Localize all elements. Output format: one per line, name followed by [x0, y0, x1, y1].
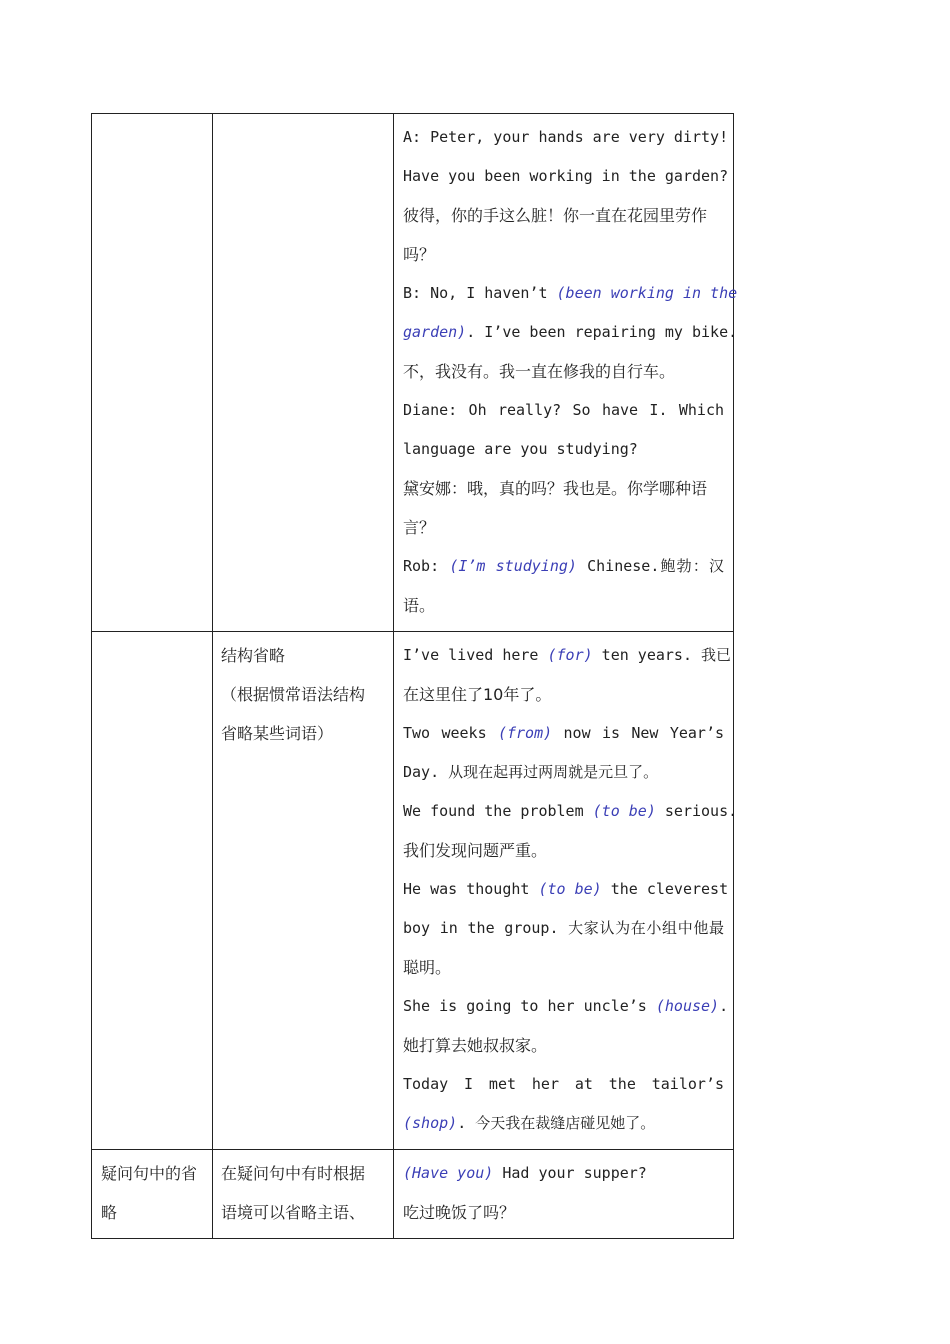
translation-line — [403, 469, 724, 508]
translation-line — [403, 1193, 724, 1232]
example-line — [403, 792, 738, 831]
omitted-words: (to be) — [538, 880, 602, 898]
table-row — [92, 114, 734, 632]
omitted-words: (I’m studying) — [449, 557, 577, 575]
translation-line — [403, 1026, 724, 1065]
structure-text: （根据惯常语法结构 — [221, 685, 366, 704]
example-text: She is going to her uncle’s — [403, 997, 656, 1015]
example-line — [403, 753, 724, 792]
example-line — [403, 714, 724, 753]
translation-line — [403, 586, 724, 625]
translation-line — [403, 948, 724, 987]
example-text: B: No, I haven’t — [403, 284, 557, 302]
example-text: 吗？ — [403, 245, 436, 264]
example-text: language are you studying? — [403, 440, 638, 458]
example-text: now is New Year’s — [552, 724, 725, 742]
example-line — [403, 636, 732, 675]
example-text: Day. 从现在起再过两周就是元旦了。 — [403, 763, 659, 781]
omitted-words: (shop) — [403, 1114, 458, 1132]
translation-line — [403, 196, 724, 235]
table-body — [92, 114, 738, 1239]
omitted-words: (from) — [497, 724, 553, 742]
examples-cell — [394, 1150, 734, 1239]
example-text: 在这里住了10年了。 — [403, 685, 552, 704]
structure-text: 省略某些词语） — [221, 724, 334, 743]
omitted-words: (Have you) — [403, 1164, 494, 1182]
example-text: We found the problem — [403, 802, 593, 820]
structure-cell — [213, 632, 394, 1150]
omitted-words: (for) — [547, 646, 593, 664]
structure-text: 结构省略 — [221, 646, 286, 665]
omitted-words: (to be) — [592, 802, 656, 820]
omitted-words: (been working in the — [556, 284, 738, 302]
example-text: A: Peter, your hands are very dirty! — [403, 128, 729, 146]
category-cell — [92, 114, 213, 632]
examples-cell — [394, 114, 738, 632]
example-text: Have you been working in the garden? — [403, 167, 729, 185]
example-text: 语。 — [403, 596, 436, 615]
translation-line — [403, 352, 724, 391]
example-line — [403, 1154, 724, 1193]
example-text: 言？ — [403, 518, 436, 537]
category-cell — [92, 632, 213, 1150]
category-text: 疑问句中的省 — [101, 1164, 198, 1183]
category-text: 略 — [101, 1203, 118, 1222]
translation-line — [403, 235, 724, 274]
example-text: boy in the group. 大家认为在小组中他最 — [403, 919, 724, 937]
example-text: Rob: — [403, 557, 450, 575]
example-text: ten years. 我已 — [592, 646, 732, 664]
example-line — [403, 1065, 724, 1104]
structure-text: 语境可以省略主语、 — [221, 1203, 366, 1222]
example-text: Had your supper? — [493, 1164, 647, 1182]
example-text: 吃过晚饭了吗？ — [403, 1203, 516, 1222]
translation-line — [403, 508, 724, 547]
translation-line — [403, 675, 724, 714]
example-text: I’ve lived here — [403, 646, 548, 664]
example-line — [403, 313, 738, 352]
example-text: He was thought — [403, 880, 539, 898]
example-line — [403, 1104, 724, 1143]
translation-line — [403, 831, 724, 870]
table-row — [92, 1150, 734, 1239]
example-line — [403, 274, 738, 313]
table-row — [92, 632, 734, 1150]
example-text: serious. — [655, 802, 738, 820]
example-text: 不，我没有。我一直在修我的自行车。 — [403, 362, 676, 381]
example-text: 她打算去她叔叔家。 — [403, 1036, 548, 1055]
example-text: Diane: Oh really? So have I. Which — [403, 401, 724, 419]
example-text: Two weeks — [403, 724, 498, 742]
example-text: the cleverest — [601, 880, 729, 898]
example-text: . — [719, 997, 729, 1015]
category-cell — [92, 1150, 213, 1239]
example-text: 黛安娜：哦，真的吗？我也是。你学哪种语 — [403, 479, 708, 498]
structure-cell — [213, 114, 394, 632]
example-line — [403, 547, 724, 586]
omitted-words: garden) — [403, 323, 467, 341]
example-text: 我们发现问题严重。 — [403, 841, 548, 860]
example-text: . I’ve been repairing my bike. — [466, 323, 738, 341]
example-text: 彼得，你的手这么脏！你一直在花园里劳作 — [403, 206, 708, 225]
example-text: Today I met her at the tailor’s — [403, 1075, 724, 1093]
example-text: Chinese.鲍勃：汉 — [576, 557, 725, 575]
structure-text: 在疑问句中有时根据 — [221, 1164, 366, 1183]
example-text: 聪明。 — [403, 958, 452, 977]
example-line — [403, 391, 724, 430]
ellipsis-grammar-table — [91, 113, 738, 1239]
examples-cell — [394, 632, 738, 1150]
example-line — [403, 118, 729, 157]
example-line — [403, 909, 724, 948]
example-text: . 今天我在裁缝店碰见她了。 — [457, 1114, 656, 1132]
omitted-words: (house) — [655, 997, 720, 1015]
example-line — [403, 157, 729, 196]
example-line — [403, 430, 724, 469]
example-line — [403, 987, 729, 1026]
structure-cell — [213, 1150, 394, 1239]
example-line — [403, 870, 729, 909]
